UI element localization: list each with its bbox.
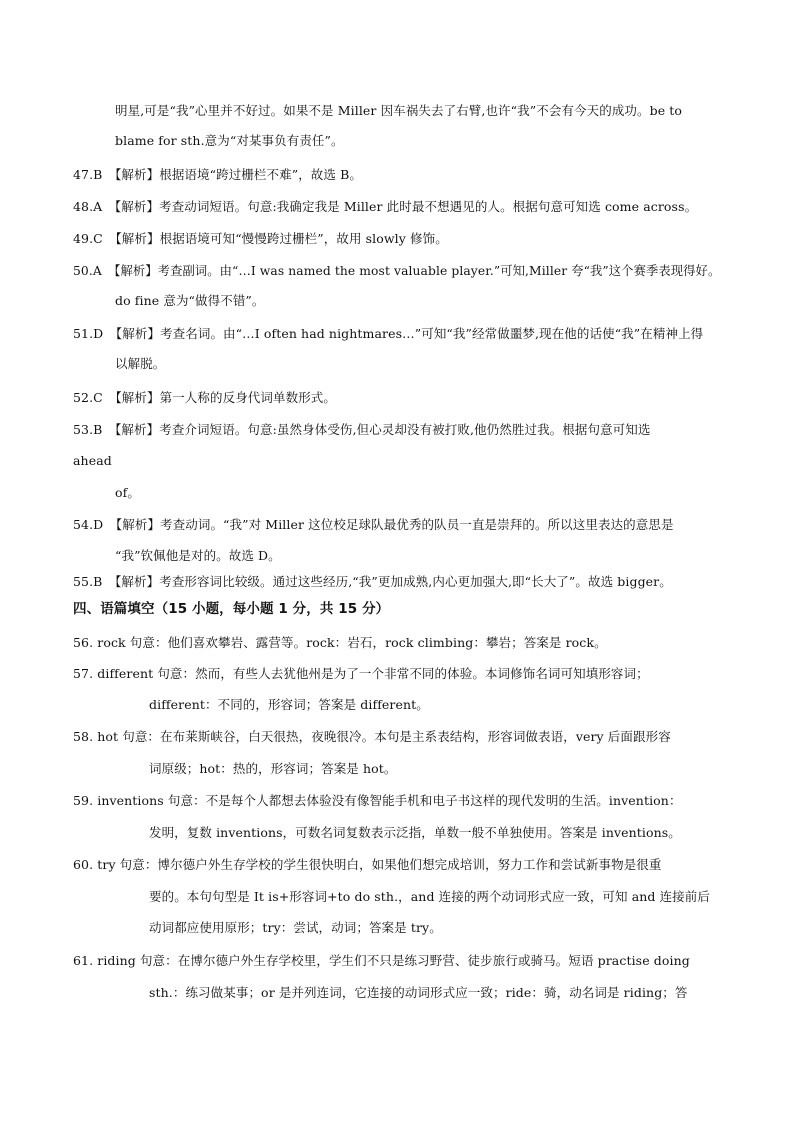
text-line: of。	[115, 485, 140, 500]
answer-58: 58. hot 句意：在布莱斯峡谷，白天很热，夜晚很冷。本句是主系表结构，形容词做表语，very 后面跟形容	[73, 729, 671, 744]
answer-57: 57. different 句意：然而，有些人去犹他州是为了一个非常不同的体验。本词修饰名词可知填形容词；	[73, 666, 649, 681]
text-line: 要的。本句句型是 It is+形容词+to do sth.，and 连接的两个动词形式应一致，可知 and 连接前后	[149, 889, 710, 904]
text-line: blame for sth.意为“对某事负有责任”。	[115, 133, 344, 148]
text-line: 动词都应使用原形；try：尝试，动词；答案是 try。	[149, 920, 442, 935]
answer-49: 49.C 【解析】根据语境可知“慢慢跨过栅栏”，故用 slowly 修饰。	[73, 231, 448, 246]
answer-51: 51.D 【解析】考查名词。由“…I often had nightmares…”可知“我”经常做噩梦,现在他的话使“我”在精神上得	[73, 326, 704, 341]
text-line: 词原级；hot：热的，形容词；答案是 hot。	[149, 761, 397, 776]
answer-59: 59. inventions 句意：不是每个人都想去体验没有像智能手机和电子书这样的现代发明的生活。invention：	[73, 793, 682, 808]
text-line: ahead	[73, 453, 112, 468]
answer-60: 60. try 句意：博尔德户外生存学校的学生很快明白，如果他们想完成培训，努力工作和尝试新事物是很重	[73, 857, 662, 872]
section-heading: 四、语篇填空（15 小题，每小题 1 分，共 15 分）	[73, 601, 390, 617]
answer-56: 56. rock 句意：他们喜欢攀岩、露营等。rock：岩石，rock climbing：攀岩；答案是 rock。	[73, 635, 607, 650]
answer-53: 53.B 【解析】考查介词短语。句意:虽然身体受伤,但心灵却没有被打败,他仍然胜过我。根据句意可知选	[73, 422, 651, 437]
text-line: sth.：练习做某事；or 是并列连词，它连接的动词形式应一致；ride：骑，动名词是 riding；答	[149, 985, 688, 1000]
answer-61: 61. riding 句意：在博尔德户外生存学校里，学生们不只是练习野营、徒步旅行或骑马。短语 practise doing	[73, 953, 690, 968]
text-line: 发明，复数 inventions，可数名词复数表示泛指，单数一般不单独使用。答案是 inventions。	[149, 825, 681, 840]
answer-54: 54.D 【解析】考查动词。“我”对 Miller 这位校足球队最优秀的队员一直是崇拜的。所以这里表达的意思是	[73, 517, 674, 532]
answer-48: 48.A 【解析】考查动词短语。句意:我确定我是 Miller 此时最不想遇见的人。根据句意可知选 come across。	[73, 199, 698, 214]
answer-55: 55.B 【解析】考查形容词比较级。通过这些经历,“我”更加成熟,内心更加强大,即“长大了”。故选 bigger。	[73, 574, 672, 589]
answer-50: 50.A 【解析】考查副词。由“…I was named the most valuable player.”可知,Miller 夸“我”这个赛季表现得好。	[73, 264, 721, 278]
answer-52: 52.C 【解析】第一人称的反身代词单数形式。	[73, 390, 336, 405]
text-line: different：不同的，形容词；答案是 different。	[149, 697, 429, 712]
text-line: do fine 意为“做得不错”。	[115, 293, 265, 308]
answer-47: 47.B 【解析】根据语境“跨过栅栏不难”，故选 B。	[73, 167, 362, 182]
text-line: 明星,可是“我”心里并不好过。如果不是 Miller 因车祸失去了右臂,也许“我”不会有今天的成功。be to	[115, 103, 683, 118]
text-line: 以解脱。	[115, 356, 166, 371]
text-line: “我”钦佩他是对的。故选 D。	[115, 548, 281, 563]
